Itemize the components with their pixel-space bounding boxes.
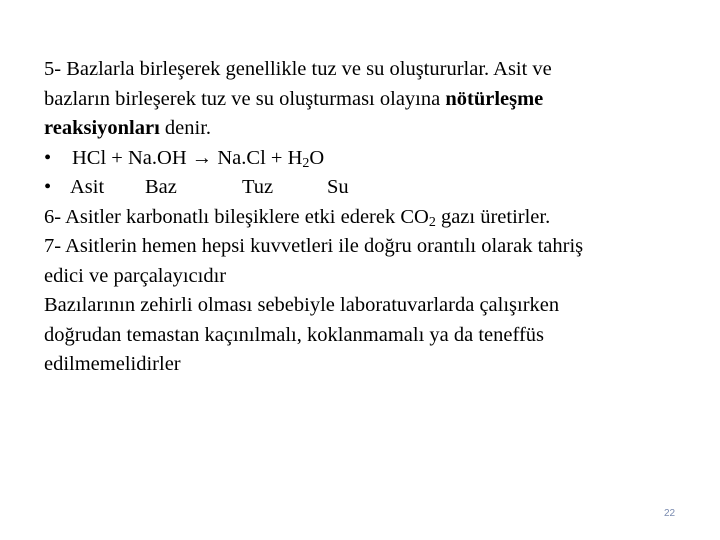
- item-5-line-1: 5- Bazlarla birleşerek genellikle tuz ve su oluştururlar. Asit ve: [44, 58, 552, 80]
- term-reaksiyonlari: reaksiyonları: [44, 117, 160, 139]
- item-6-text-end: gazı üretirler.: [435, 205, 551, 228]
- slide-content: [44, 55, 684, 380]
- item-6-text: 6- Asitler karbonatlı bileşiklere etki ederek CO: [44, 205, 429, 228]
- equation-line: [44, 144, 684, 174]
- label-asit: Asit: [70, 176, 105, 198]
- item-5-line-3: [44, 114, 684, 144]
- equation-text-end: O: [309, 146, 325, 169]
- bullet-icon: •: [44, 176, 52, 198]
- label-tuz: Tuz: [242, 176, 274, 198]
- warning-line-2: doğrudan temastan kaçınılmalı, koklanmamalı ya da teneffüs: [44, 323, 545, 346]
- bullet-icon: •: [44, 146, 52, 169]
- labels-line: [44, 173, 684, 203]
- warning-line-3: edilmemelidirler: [44, 353, 181, 375]
- warning-line-1: Bazılarının zehirli olması sebebiyle laboratuvarlarda çalışırken: [44, 294, 560, 316]
- item-5-line-3-text: denir.: [159, 117, 212, 139]
- label-su: Su: [327, 176, 349, 198]
- item-5-line-2-text: bazların birleşerek tuz ve su oluşturması olayına: [44, 87, 446, 110]
- equation-subscript: 2: [302, 155, 310, 171]
- label-baz: Baz: [145, 176, 177, 198]
- item-7-line-1: 7- Asitlerin hemen hepsi kuvvetleri ile doğru orantılı olarak tahriş: [44, 235, 584, 257]
- item-5-line-2: [44, 85, 684, 115]
- term-notrlesme: nötürleşme: [445, 87, 544, 110]
- item-7-line-2: edici ve parçalayıcıdır: [44, 264, 227, 287]
- item-6-line: [44, 203, 684, 233]
- page-number: 22: [664, 508, 676, 519]
- item-6-subscript: 2: [428, 214, 436, 230]
- equation-text: HCl + Na.OH → Na.Cl + H: [72, 146, 303, 169]
